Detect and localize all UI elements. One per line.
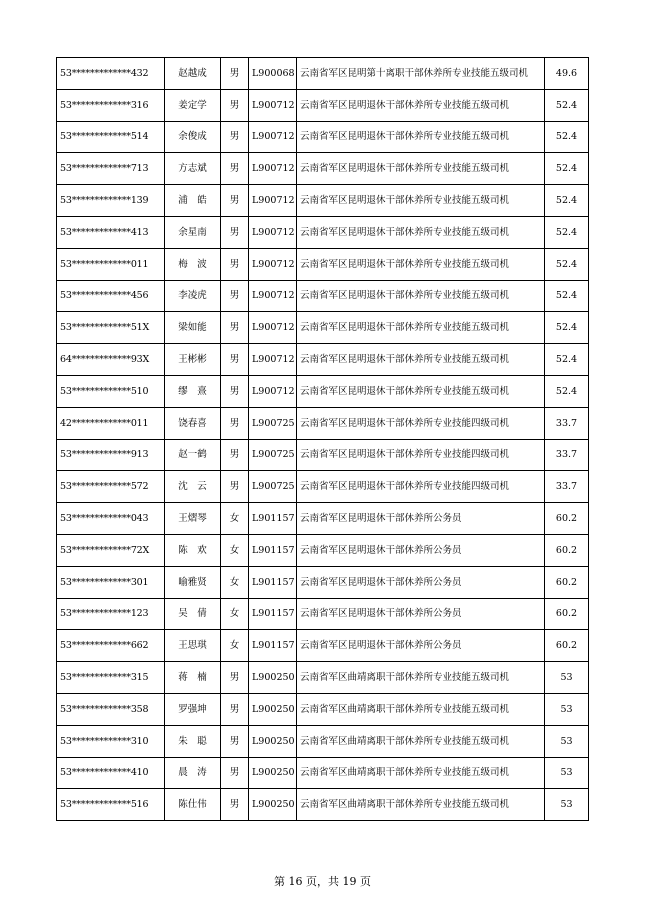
unit-position-cell: 云南省军区昆明退休干部休养所专业技能五级司机 <box>297 280 545 312</box>
page-footer: 第 16 页，共 19 页 <box>274 875 371 888</box>
unit-position-cell: 云南省军区曲靖离职干部休养所专业技能五级司机 <box>297 662 545 694</box>
id-number-cell: 53*************301 <box>57 566 165 598</box>
position-code-cell: L900725 <box>249 439 297 471</box>
candidate-table-body <box>57 58 589 821</box>
gender-cell: 男 <box>221 407 249 439</box>
name-cell: 姜定学 <box>165 89 221 121</box>
gender-cell: 男 <box>221 471 249 503</box>
candidate-table <box>56 57 589 821</box>
table-row <box>57 662 589 694</box>
table-row <box>57 503 589 535</box>
gender-cell: 男 <box>221 725 249 757</box>
score-cell: 52.4 <box>545 375 589 407</box>
table-row <box>57 89 589 121</box>
name-cell: 余俊成 <box>165 121 221 153</box>
id-number-cell: 53*************310 <box>57 725 165 757</box>
unit-position-cell: 云南省军区昆明退休干部休养所公务员 <box>297 598 545 630</box>
gender-cell: 男 <box>221 693 249 725</box>
name-cell: 李凌虎 <box>165 280 221 312</box>
table-row <box>57 58 589 90</box>
unit-position-cell: 云南省军区曲靖离职干部休养所专业技能五级司机 <box>297 789 545 821</box>
unit-position-cell: 云南省军区昆明退休干部休养所专业技能四级司机 <box>297 471 545 503</box>
table-row <box>57 725 589 757</box>
name-cell: 蒋 楠 <box>165 662 221 694</box>
gender-cell: 男 <box>221 312 249 344</box>
table-row <box>57 693 589 725</box>
position-code-cell: L900712 <box>249 344 297 376</box>
score-cell: 60.2 <box>545 503 589 535</box>
gender-cell: 女 <box>221 534 249 566</box>
gender-cell: 女 <box>221 503 249 535</box>
score-cell: 49.6 <box>545 58 589 90</box>
table-row <box>57 630 589 662</box>
id-number-cell: 53*************713 <box>57 153 165 185</box>
id-number-cell: 53*************51X <box>57 312 165 344</box>
table-row <box>57 248 589 280</box>
table-row <box>57 375 589 407</box>
score-cell: 33.7 <box>545 439 589 471</box>
position-code-cell: L900712 <box>249 153 297 185</box>
score-cell: 52.4 <box>545 185 589 217</box>
position-code-cell: L900725 <box>249 471 297 503</box>
score-cell: 53 <box>545 757 589 789</box>
unit-position-cell: 云南省军区昆明第十离职干部休养所专业技能五级司机 <box>297 58 545 90</box>
id-number-cell: 53*************139 <box>57 185 165 217</box>
score-cell: 33.7 <box>545 471 589 503</box>
gender-cell: 男 <box>221 375 249 407</box>
name-cell: 王思琪 <box>165 630 221 662</box>
score-cell: 52.4 <box>545 344 589 376</box>
position-code-cell: L900712 <box>249 89 297 121</box>
position-code-cell: L901157 <box>249 503 297 535</box>
position-code-cell: L900712 <box>249 280 297 312</box>
id-number-cell: 53*************358 <box>57 693 165 725</box>
gender-cell: 女 <box>221 630 249 662</box>
score-cell: 52.4 <box>545 153 589 185</box>
score-cell: 52.4 <box>545 312 589 344</box>
score-cell: 33.7 <box>545 407 589 439</box>
name-cell: 梅 波 <box>165 248 221 280</box>
id-number-cell: 53*************510 <box>57 375 165 407</box>
unit-position-cell: 云南省军区昆明退休干部休养所公务员 <box>297 503 545 535</box>
id-number-cell: 53*************315 <box>57 662 165 694</box>
unit-position-cell: 云南省军区昆明退休干部休养所专业技能五级司机 <box>297 375 545 407</box>
table-row <box>57 439 589 471</box>
score-cell: 52.4 <box>545 248 589 280</box>
unit-position-cell: 云南省军区曲靖离职干部休养所专业技能五级司机 <box>297 757 545 789</box>
unit-position-cell: 云南省军区昆明退休干部休养所专业技能五级司机 <box>297 312 545 344</box>
table-row <box>57 344 589 376</box>
unit-position-cell: 云南省军区昆明退休干部休养所专业技能五级司机 <box>297 216 545 248</box>
table-row <box>57 598 589 630</box>
unit-position-cell: 云南省军区昆明退休干部休养所专业技能五级司机 <box>297 185 545 217</box>
position-code-cell: L900250 <box>249 789 297 821</box>
gender-cell: 女 <box>221 566 249 598</box>
score-cell: 60.2 <box>545 598 589 630</box>
position-code-cell: L900712 <box>249 216 297 248</box>
position-code-cell: L900712 <box>249 312 297 344</box>
id-number-cell: 53*************123 <box>57 598 165 630</box>
gender-cell: 男 <box>221 185 249 217</box>
id-number-cell: 53*************011 <box>57 248 165 280</box>
name-cell: 陈仕伟 <box>165 789 221 821</box>
table-row <box>57 185 589 217</box>
gender-cell: 男 <box>221 789 249 821</box>
unit-position-cell: 云南省军区昆明退休干部休养所公务员 <box>297 630 545 662</box>
name-cell: 赵一鹤 <box>165 439 221 471</box>
gender-cell: 男 <box>221 89 249 121</box>
name-cell: 梁如能 <box>165 312 221 344</box>
table-row <box>57 153 589 185</box>
id-number-cell: 53*************514 <box>57 121 165 153</box>
gender-cell: 男 <box>221 153 249 185</box>
table-row <box>57 280 589 312</box>
name-cell: 饶春喜 <box>165 407 221 439</box>
position-code-cell: L900725 <box>249 407 297 439</box>
table-row <box>57 471 589 503</box>
unit-position-cell: 云南省军区昆明退休干部休养所公务员 <box>297 566 545 598</box>
position-code-cell: L900250 <box>249 757 297 789</box>
name-cell: 浦 皓 <box>165 185 221 217</box>
gender-cell: 男 <box>221 662 249 694</box>
gender-cell: 男 <box>221 121 249 153</box>
gender-cell: 女 <box>221 598 249 630</box>
position-code-cell: L900068 <box>249 58 297 90</box>
id-number-cell: 53*************432 <box>57 58 165 90</box>
table-row <box>57 789 589 821</box>
position-code-cell: L901157 <box>249 630 297 662</box>
position-code-cell: L900250 <box>249 725 297 757</box>
unit-position-cell: 云南省军区曲靖离职干部休养所专业技能五级司机 <box>297 725 545 757</box>
name-cell: 王彬彬 <box>165 344 221 376</box>
gender-cell: 男 <box>221 248 249 280</box>
unit-position-cell: 云南省军区昆明退休干部休养所专业技能五级司机 <box>297 344 545 376</box>
id-number-cell: 42*************011 <box>57 407 165 439</box>
name-cell: 吴 倩 <box>165 598 221 630</box>
name-cell: 晨 涛 <box>165 757 221 789</box>
gender-cell: 男 <box>221 280 249 312</box>
table-row <box>57 407 589 439</box>
name-cell: 方志斌 <box>165 153 221 185</box>
score-cell: 53 <box>545 693 589 725</box>
gender-cell: 男 <box>221 216 249 248</box>
name-cell: 沈 云 <box>165 471 221 503</box>
position-code-cell: L901157 <box>249 598 297 630</box>
id-number-cell: 53*************72X <box>57 534 165 566</box>
position-code-cell: L900712 <box>249 248 297 280</box>
unit-position-cell: 云南省军区昆明退休干部休养所专业技能五级司机 <box>297 153 545 185</box>
name-cell: 缪 熹 <box>165 375 221 407</box>
name-cell: 罗强坤 <box>165 693 221 725</box>
name-cell: 王熠琴 <box>165 503 221 535</box>
id-number-cell: 53*************572 <box>57 471 165 503</box>
table-row <box>57 566 589 598</box>
unit-position-cell: 云南省军区昆明退休干部休养所专业技能五级司机 <box>297 121 545 153</box>
name-cell: 喻雅贤 <box>165 566 221 598</box>
position-code-cell: L901157 <box>249 566 297 598</box>
unit-position-cell: 云南省军区昆明退休干部休养所专业技能五级司机 <box>297 248 545 280</box>
id-number-cell: 53*************662 <box>57 630 165 662</box>
score-cell: 60.2 <box>545 566 589 598</box>
score-cell: 52.4 <box>545 89 589 121</box>
table-row <box>57 216 589 248</box>
name-cell: 余星南 <box>165 216 221 248</box>
unit-position-cell: 云南省军区昆明退休干部休养所专业技能四级司机 <box>297 439 545 471</box>
id-number-cell: 53*************456 <box>57 280 165 312</box>
gender-cell: 男 <box>221 439 249 471</box>
score-cell: 60.2 <box>545 534 589 566</box>
position-code-cell: L900712 <box>249 121 297 153</box>
id-number-cell: 53*************316 <box>57 89 165 121</box>
score-cell: 52.4 <box>545 121 589 153</box>
score-cell: 60.2 <box>545 630 589 662</box>
name-cell: 赵越成 <box>165 58 221 90</box>
table-row <box>57 121 589 153</box>
id-number-cell: 64*************93X <box>57 344 165 376</box>
name-cell: 朱 聪 <box>165 725 221 757</box>
gender-cell: 男 <box>221 344 249 376</box>
id-number-cell: 53*************043 <box>57 503 165 535</box>
score-cell: 53 <box>545 662 589 694</box>
name-cell: 陈 欢 <box>165 534 221 566</box>
gender-cell: 男 <box>221 58 249 90</box>
position-code-cell: L901157 <box>249 534 297 566</box>
unit-position-cell: 云南省军区昆明退休干部休养所公务员 <box>297 534 545 566</box>
id-number-cell: 53*************913 <box>57 439 165 471</box>
position-code-cell: L900250 <box>249 693 297 725</box>
unit-position-cell: 云南省军区昆明退休干部休养所专业技能四级司机 <box>297 407 545 439</box>
position-code-cell: L900712 <box>249 375 297 407</box>
position-code-cell: L900250 <box>249 662 297 694</box>
position-code-cell: L900712 <box>249 185 297 217</box>
table-row <box>57 757 589 789</box>
table-row <box>57 312 589 344</box>
id-number-cell: 53*************413 <box>57 216 165 248</box>
score-cell: 52.4 <box>545 280 589 312</box>
unit-position-cell: 云南省军区昆明退休干部休养所专业技能五级司机 <box>297 89 545 121</box>
gender-cell: 男 <box>221 757 249 789</box>
id-number-cell: 53*************410 <box>57 757 165 789</box>
id-number-cell: 53*************516 <box>57 789 165 821</box>
unit-position-cell: 云南省军区曲靖离职干部休养所专业技能五级司机 <box>297 693 545 725</box>
table-row <box>57 534 589 566</box>
score-cell: 52.4 <box>545 216 589 248</box>
score-cell: 53 <box>545 725 589 757</box>
score-cell: 53 <box>545 789 589 821</box>
